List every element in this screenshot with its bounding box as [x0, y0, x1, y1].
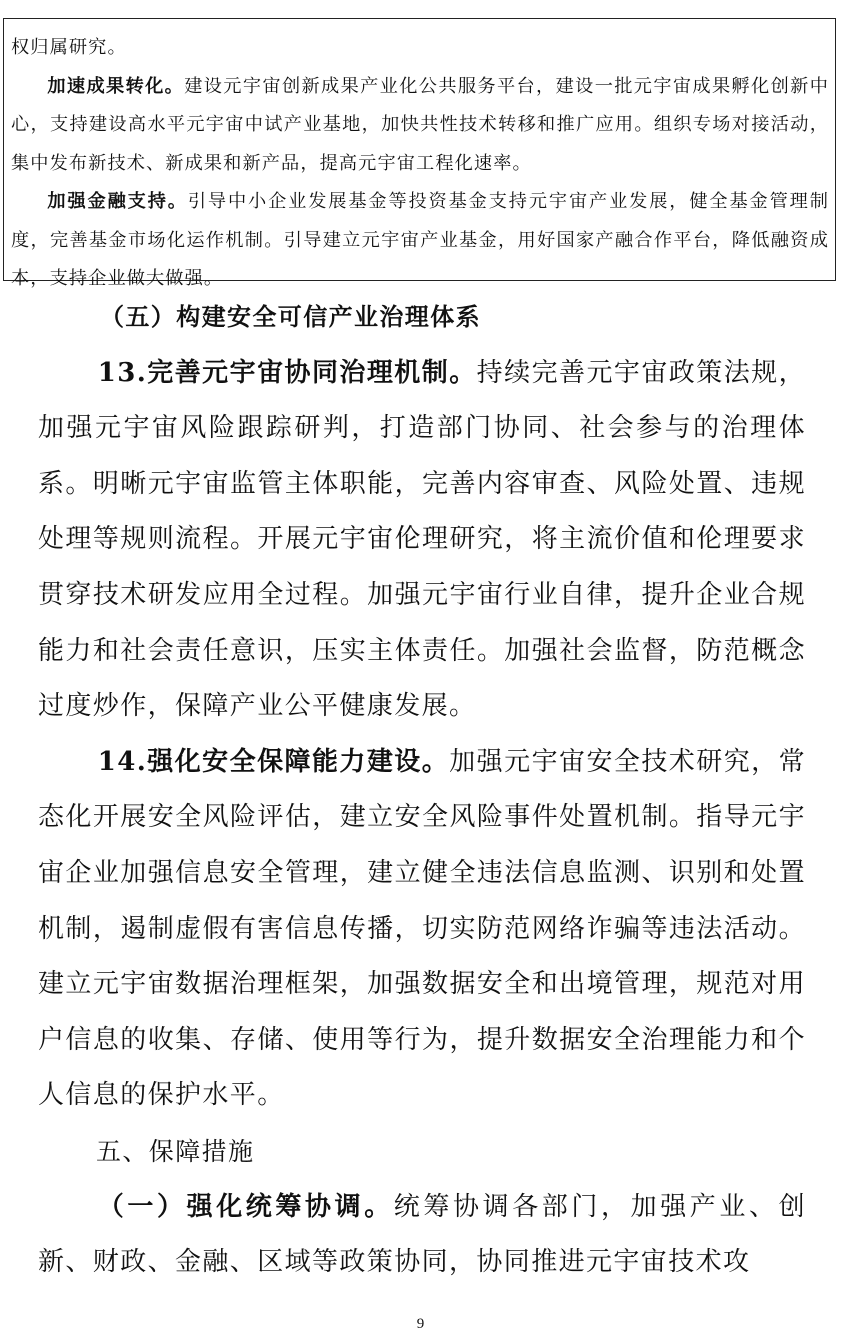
- paragraph-title: 14.强化安全保障能力建设。: [97, 746, 450, 777]
- boxed-item-body: 建设元宇宙创新成果产业化公共服务平台，建设一批元宇宙成果孵化创新中心，支持建设高水平元宇宙中试产业基地，加快共性技术转移和推广应用。组织专场对接活动，集中发布新技术、新成果和新产品，提高元宇宙工程化速率。: [11, 75, 829, 174]
- paragraph-body: 持续完善元宇宙政策法规，加强元宇宙风险跟踪研判，打造部门协同、社会参与的治理体系。明晰元宇宙监管主体职能，完善内容审查、风险处置、违规处理等规则流程。开展元宇宙伦理研究，将主流价值和伦理要求贯穿技术研发应用全过程。加强元宇宙行业自律，提升企业合规能力和社会责任意识，压实主体责任。加强社会监督，防范概念过度炒作，保障产业公平健康发展。: [38, 357, 807, 722]
- boxed-item-body: 引导中小企业发展基金等投资基金支持元宇宙产业发展，健全基金管理制度，完善基金市场化运作机制。引导建立元宇宙产业基金，用好国家产融合作平台，降低融资成本，支持企业做大做强。: [11, 191, 830, 289]
- paragraph-title: （一）强化统筹协调。: [97, 1191, 394, 1222]
- boxed-text-section: [3, 18, 836, 289]
- paragraph-title: 13.完善元宇宙协同治理机制。: [97, 357, 477, 388]
- chapter-heading: 五、保障措施: [96, 1136, 255, 1166]
- boxed-fragment: 权归属研究。: [11, 37, 127, 58]
- page-number: 9: [416, 1316, 425, 1332]
- paragraph-item-13: [38, 346, 806, 735]
- boxed-item-title: 加强金融支持。: [47, 191, 188, 212]
- section-heading: （五）构建安全可信产业治理体系: [100, 303, 481, 331]
- paragraph-sub-1: [38, 1180, 806, 1291]
- paragraph-body: 加强元宇宙安全技术研究，常态化开展安全风险评估，建立安全风险事件处置机制。指导元宇宙企业加强信息安全管理，建立健全违法信息监测、识别和处置机制，遏制虚假有害信息传播，切实防范网络诈骗等违法活动。建立元宇宙数据治理框架，加强数据安全和出境管理，规范对用户信息的收集、存储、使用等行为，提升数据安全治理能力和个人信息的保护水平。: [38, 746, 806, 1111]
- main-body-text: [38, 290, 806, 1291]
- boxed-item-financial-support: [11, 183, 829, 299]
- paragraph-body: 统筹协调各部门，加强产业、创新、财政、金融、区域等政策协同，协同推进元宇宙技术攻: [38, 1191, 806, 1278]
- boxed-item-title: 加速成果转化。: [47, 75, 185, 97]
- paragraph-item-14: [38, 735, 806, 1124]
- boxed-item-accelerate-transformation: [11, 68, 829, 184]
